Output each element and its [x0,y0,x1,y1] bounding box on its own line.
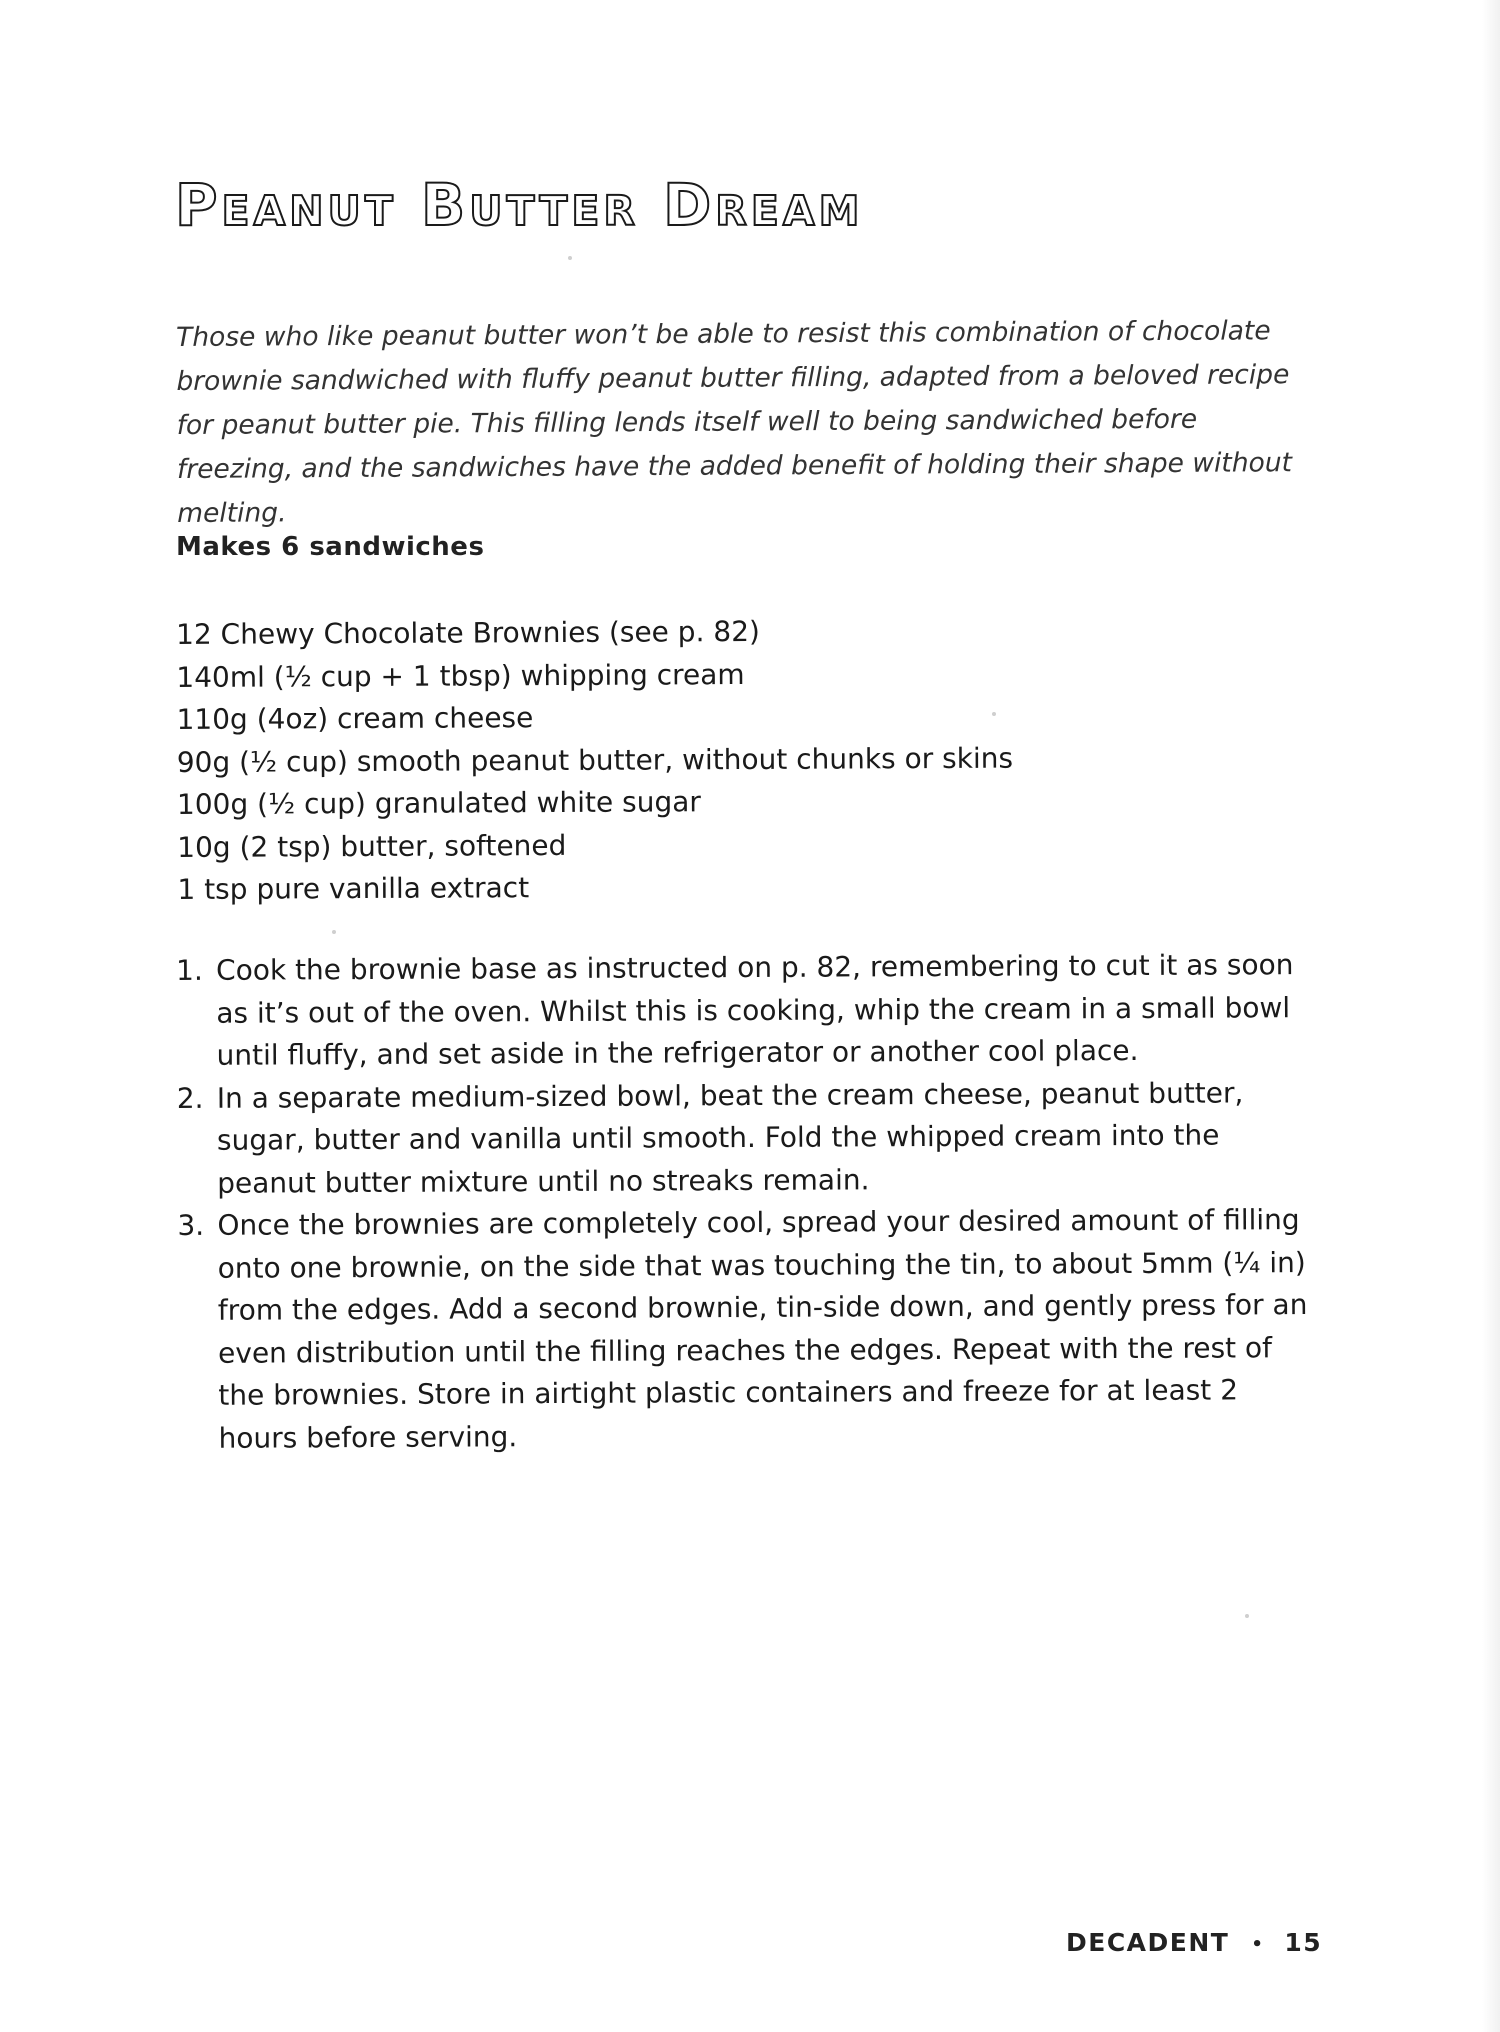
ingredient-item: 1 tsp pure vanilla extract [177,871,530,906]
page-edge [1482,0,1500,2032]
ingredient-item: 100g (½ cup) granulated white sugar [176,785,701,821]
page-number: 15 [1284,1928,1323,1957]
recipe-title: Peanut Butter Dream [175,171,864,239]
method-step [177,1199,1308,1460]
step-number: 1. [176,953,203,987]
step-number: 2. [176,1081,204,1115]
step-text: Once the brownies are completely cool, spread your desired amount of filling onto one brownie, on the side that was touching the tin, to about 5mm (¼ in) from the edges. Add a second brownie, tin-side down, and gently press for an even distribution until the filling reaches the edges. Repeat with the rest of the brownies. Store in airtight plastic containers and freeze for at least 2 hours before serving. [217,1203,1308,1455]
step-number: 3. [177,1208,205,1242]
page-footer [1066,1928,1322,1957]
ingredient-item: 90g (½ cup) smooth peanut butter, without chunks or skins [176,741,1014,779]
scan-speck [568,256,572,260]
method-steps [176,944,1309,1460]
recipe-intro: Those who like peanut butter won’t be able to resist this combination of chocolate brownie sandwiched with fluffy peanut butter filling, adapted from a beloved recipe for peanut butter pie. This filling lends itself well to being sandwiched before freezing, and the sandwiches have the added benefit of holding their shape without melting. [176,315,1293,529]
footer-separator: • [1251,1933,1265,1955]
ingredient-list [176,610,1014,912]
method-step [176,944,1307,1077]
ingredient-item: 10g (2 tsp) butter, softened [177,828,567,864]
ingredient-item: 110g (4oz) cream cheese [176,701,534,736]
ingredient-item: 140ml (½ cup + 1 tbsp) whipping cream [176,657,745,694]
scan-speck [992,712,996,716]
section-name: DECADENT [1066,1928,1230,1957]
scan-speck [1245,1614,1249,1618]
method-step [177,1072,1308,1205]
ingredient-item: 12 Chewy Chocolate Brownies (see p. 82) [176,614,760,651]
scan-speck [332,930,336,934]
step-text: In a separate medium-sized bowl, beat the cream cheese, peanut butter, sugar, butter and vanilla until smooth. Fold the whipped cream into the peanut butter mixture until no streaks remain. [216,1075,1244,1200]
yield-text: Makes 6 sandwiches [176,532,485,562]
step-text: Cook the brownie base as instructed on p. 82, remembering to cut it as soon as it’s out of the oven. Whilst this is cooking, whip the cream in a small bowl until fluffy, and set aside in the refrigerator or another cool place. [216,948,1294,1072]
